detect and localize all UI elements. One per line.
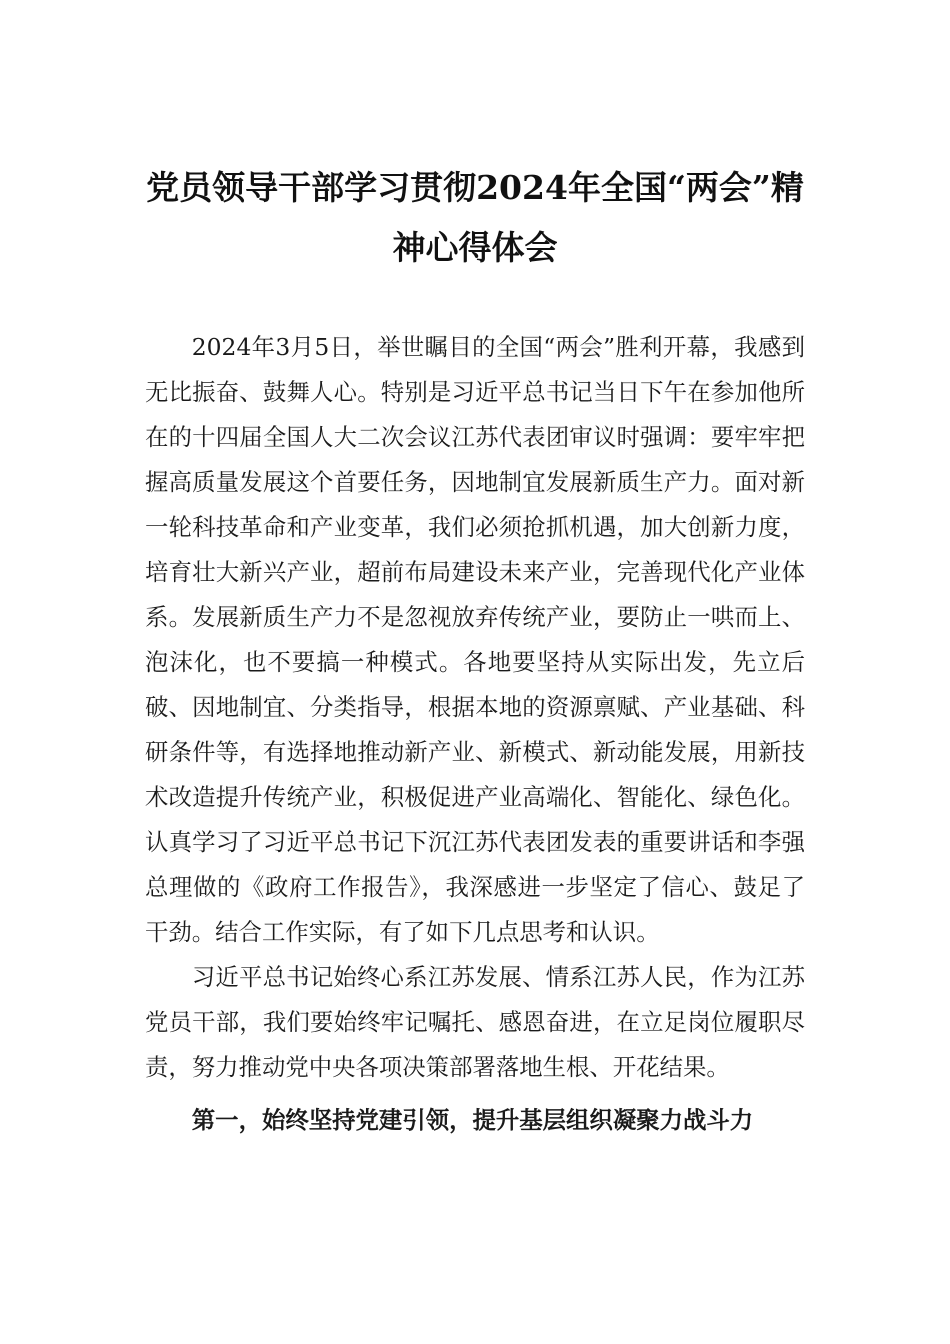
section-heading: 第一，始终坚持党建引领，提升基层组织凝聚力战斗力 [191, 1106, 754, 1134]
paragraph: 2024年3月5日，举世瞩目的全国“两会”胜利开幕，我感到无比振奋、鼓舞人心。特别是习近平总书记当日下午在参加他所在的十四届全国人大二次会议江苏代表团审议时强调：要牢牢把握高质量发展这个首要任务，因地制宜发展新质生产力。面对新一轮科技革命和产业变革，我们必须抢抓机遇，加大创新力度，培育壮大新兴产业，超前布局建设未来产业，完善现代化产业体系。发展新质生产力不是忽视放弃传统产业，要防止一哄而上、泡沫化，也不要搞一种模式。各地要坚持从实际出发，先立后破、因地制宜、分类指导，根据本地的资源禀赋、产业基础、科研条件等，有选择地推动新产业、新模式、新动能发展，用新技术改造提升传统产业，积极促进产业高端化、智能化、绿色化。认真学习了习近平总书记下沉江苏代表团发表的重要讲话和李强总理做的《政府工作报告》，我深感进一步坚定了信心、鼓足了干劲。结合工作实际，有了如下几点思考和认识。 [145, 333, 805, 946]
document-body [145, 325, 805, 1143]
document-title: 党员领导干部学习贯彻2024年全国“两会”精神心得体会 [146, 168, 804, 267]
paragraph: 习近平总书记始终心系江苏发展、情系江苏人民，作为江苏党员干部，我们要始终牢记嘱托、感恩奋进，在立足岗位履职尽责，努力推动党中央各项决策部署落地生根、开花结果。 [145, 963, 805, 1081]
